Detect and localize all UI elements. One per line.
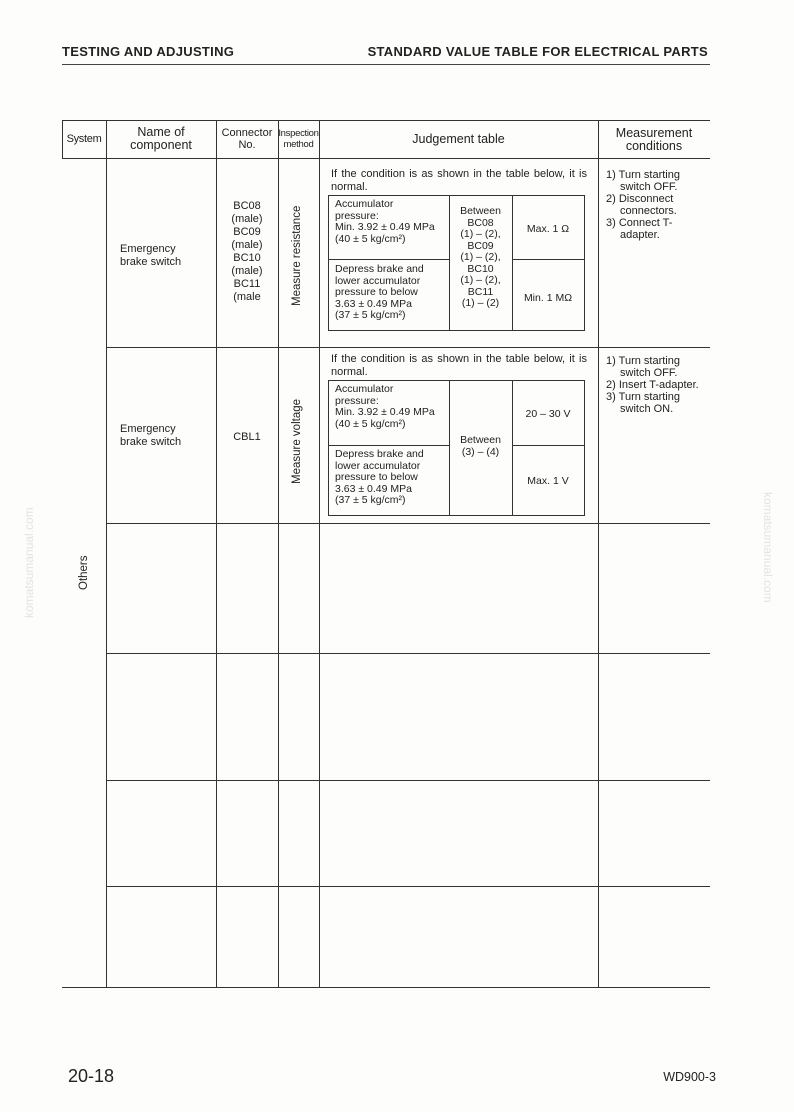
col-divider xyxy=(106,120,107,987)
table-top-rule xyxy=(62,120,710,121)
row-divider xyxy=(106,886,710,887)
col-header-measurement: Measurement conditions xyxy=(615,126,693,153)
inspection-method: Measure voltage xyxy=(291,398,303,484)
inspection-method: Measure resistance xyxy=(291,205,303,306)
component-name: Emergency brake switch xyxy=(120,423,182,448)
watermark-right: komatsumanual.com xyxy=(761,492,775,603)
header-rule xyxy=(62,64,710,65)
condition-2: Depress brake and lower accumulator pressure to below 3.63 ± 0.49 MPa (37 ± 5 kg/cm²) xyxy=(335,448,424,506)
judgement-table xyxy=(328,380,585,516)
judgement-intro: If the condition is as shown in the table below, it is normal. xyxy=(331,168,587,193)
standard-value-2: Max. 1 V xyxy=(527,475,569,487)
judgement-table xyxy=(328,195,585,331)
col-header-inspection: Inspection method xyxy=(278,128,319,150)
row-divider xyxy=(106,780,710,781)
page-title: STANDARD VALUE TABLE FOR ELECTRICAL PARTS xyxy=(367,44,708,59)
standard-value-1: Max. 1 Ω xyxy=(526,223,570,235)
connector-no: BC08 (male) BC09 (male) BC10 (male) BC11 (male xyxy=(231,200,263,303)
watermark-left: komatsumanual.com xyxy=(22,507,36,618)
standard-value-1: 20 – 30 V xyxy=(525,408,571,420)
condition-1: Accumulator pressure: Min. 3.92 ± 0.49 MPa (40 ± 5 kg/cm²) xyxy=(335,198,435,245)
connector-no: CBL1 xyxy=(233,431,261,443)
row-divider xyxy=(106,653,710,654)
component-name: Emergency brake switch xyxy=(120,243,182,268)
system-label: Others xyxy=(78,555,90,590)
judgement-intro: If the condition is as shown in the table below, it is normal. xyxy=(331,353,587,378)
measurement-conditions: 1) Turn starting switch OFF. 2) Insert T-adapter. 3) Turn starting switch ON. xyxy=(606,355,699,415)
col-header-name: Name of component xyxy=(130,125,192,152)
row-divider xyxy=(106,347,710,348)
standard-value-2: Min. 1 MΩ xyxy=(523,292,573,304)
col-header-system: System xyxy=(66,133,102,145)
table-bottom-rule xyxy=(62,987,710,988)
col-header-judgement: Judgement table xyxy=(412,132,505,146)
col-divider xyxy=(598,120,599,987)
model-number: WD900-3 xyxy=(663,1070,716,1084)
measurement-conditions: 1) Turn starting switch OFF. 2) Disconnect connectors. 3) Connect T-adapter. xyxy=(606,169,680,241)
table-header-rule xyxy=(62,158,710,159)
condition-2: Depress brake and lower accumulator pressure to below 3.63 ± 0.49 MPa (37 ± 5 kg/cm²) xyxy=(335,263,424,321)
row-divider xyxy=(106,523,710,524)
col-header-connector: Connector No. xyxy=(221,127,273,151)
between-terminals: Between (3) – (4) xyxy=(460,434,501,458)
col-divider xyxy=(278,120,279,987)
between-terminals: Between BC08 (1) – (2), BC09 (1) – (2), BC10 (1) – (2), BC11 (1) – (2) xyxy=(460,205,501,309)
section-title: TESTING AND ADJUSTING xyxy=(62,44,235,59)
col-divider xyxy=(319,120,320,987)
condition-1: Accumulator pressure: Min. 3.92 ± 0.49 MPa (40 ± 5 kg/cm²) xyxy=(335,383,435,430)
page-number: 20-18 xyxy=(68,1066,115,1086)
